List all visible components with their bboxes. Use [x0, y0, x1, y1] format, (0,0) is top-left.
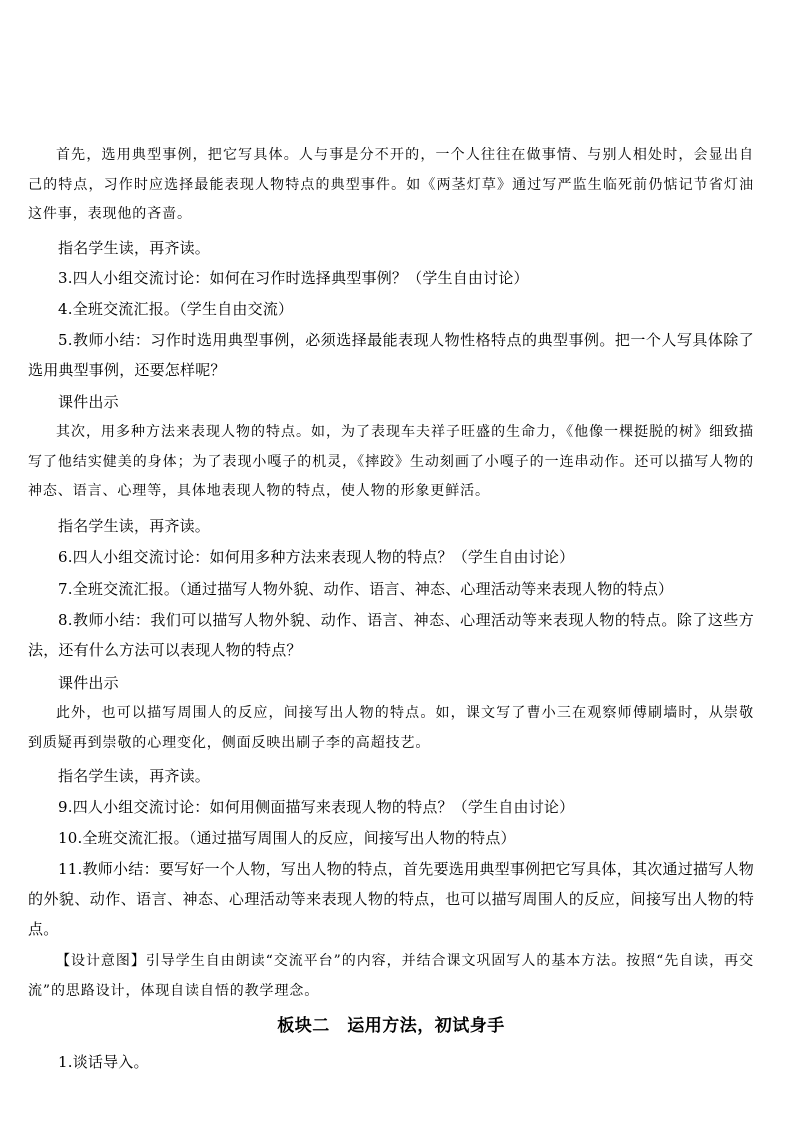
step-11-teacher-summary: 11.教师小结：要写好一个人物，写出人物的特点，首先要选用典型事例把它写具体，其次通过描写人物的外貌、动作、语言、神态、心理活动等来表现人物的特点，也可以描写周围人的反应，间接写出人物的特点。	[28, 860, 754, 938]
slide-label: 课件出示	[58, 393, 119, 411]
quoted-passage-multiple-methods: 其次，用多种方法来表现人物的特点。如，为了表现车夫祥子旺盛的生命力，《他像一棵挺脱的树》细致描写了他结实健美的身体；为了表现小嘎子的机灵，《摔跤》生动刻画了小嘎子的一连串动作。还可以描写人物的神态、语言、心理等，具体地表现人物的特点，使人物的形象更鲜活。	[28, 424, 754, 499]
step-9-group-discussion: 9.四人小组交流讨论：如何用侧面描写来表现人物的特点？（学生自由讨论）	[58, 798, 575, 816]
instruction-read-aloud: 指名学生读，再齐读。	[58, 767, 211, 785]
step-6-group-discussion: 6.四人小组交流讨论：如何用多种方法来表现人物的特点？（学生自由讨论）	[58, 548, 575, 566]
step-7-class-report: 7.全班交流汇报。（通过描写人物外貌、动作、语言、神态、心理活动等来表现人物的特点）	[58, 580, 674, 598]
instruction-read-aloud: 指名学生读，再齐读。	[58, 517, 211, 535]
design-intent: 【设计意图】引导学生自由朗读“交流平台”的内容，并结合课文巩固写人的基本方法。按照“先自读，再交流”的思路设计，体现自读自悟的教学理念。	[28, 953, 754, 999]
document-page	[28, 0, 754, 1123]
quoted-passage-typical-events: 首先，选用典型事例，把它写具体。人与事是分不开的，一个人往往在做事情、与别人相处时，会显出自己的特点，习作时应选择最能表现人物特点的典型事件。如《两茎灯草》通过写严监生临死前仍惦记节省灯油这件事，表现他的吝啬。	[28, 147, 754, 222]
step-8-teacher-summary: 8.教师小结：我们可以描写人物外貌、动作、语言、神态、心理活动等来表现人物的特点。除了这些方法，还有什么方法可以表现人物的特点？	[28, 611, 754, 659]
section-heading: 板块二 运用方法，初试身手	[277, 1016, 505, 1036]
slide-label: 课件出示	[58, 674, 119, 692]
instruction-read-aloud: 指名学生读，再齐读。	[58, 239, 211, 257]
step-10-class-report: 10.全班交流汇报。（通过描写周围人的反应，间接写出人物的特点）	[58, 829, 516, 847]
quoted-passage-side-description: 此外，也可以描写周围人的反应，间接写出人物的特点。如，课文写了曹小三在观察师傅刷墙时，从崇敬到质疑再到崇敬的心理变化，侧面反映出刷子李的高超技艺。	[28, 705, 754, 751]
step-5-teacher-summary: 5.教师小结：习作时选用典型事例，必须选择最能表现人物性格特点的典型事例。把一个人写具体除了选用典型事例，还要怎样呢？	[28, 331, 754, 379]
step-1-introduction: 1.谈话导入。	[58, 1053, 149, 1071]
step-4-class-report: 4.全班交流汇报。（学生自由交流）	[58, 300, 294, 318]
step-3-group-discussion: 3.四人小组交流讨论：如何在习作时选择典型事例？（学生自由讨论）	[58, 269, 529, 287]
